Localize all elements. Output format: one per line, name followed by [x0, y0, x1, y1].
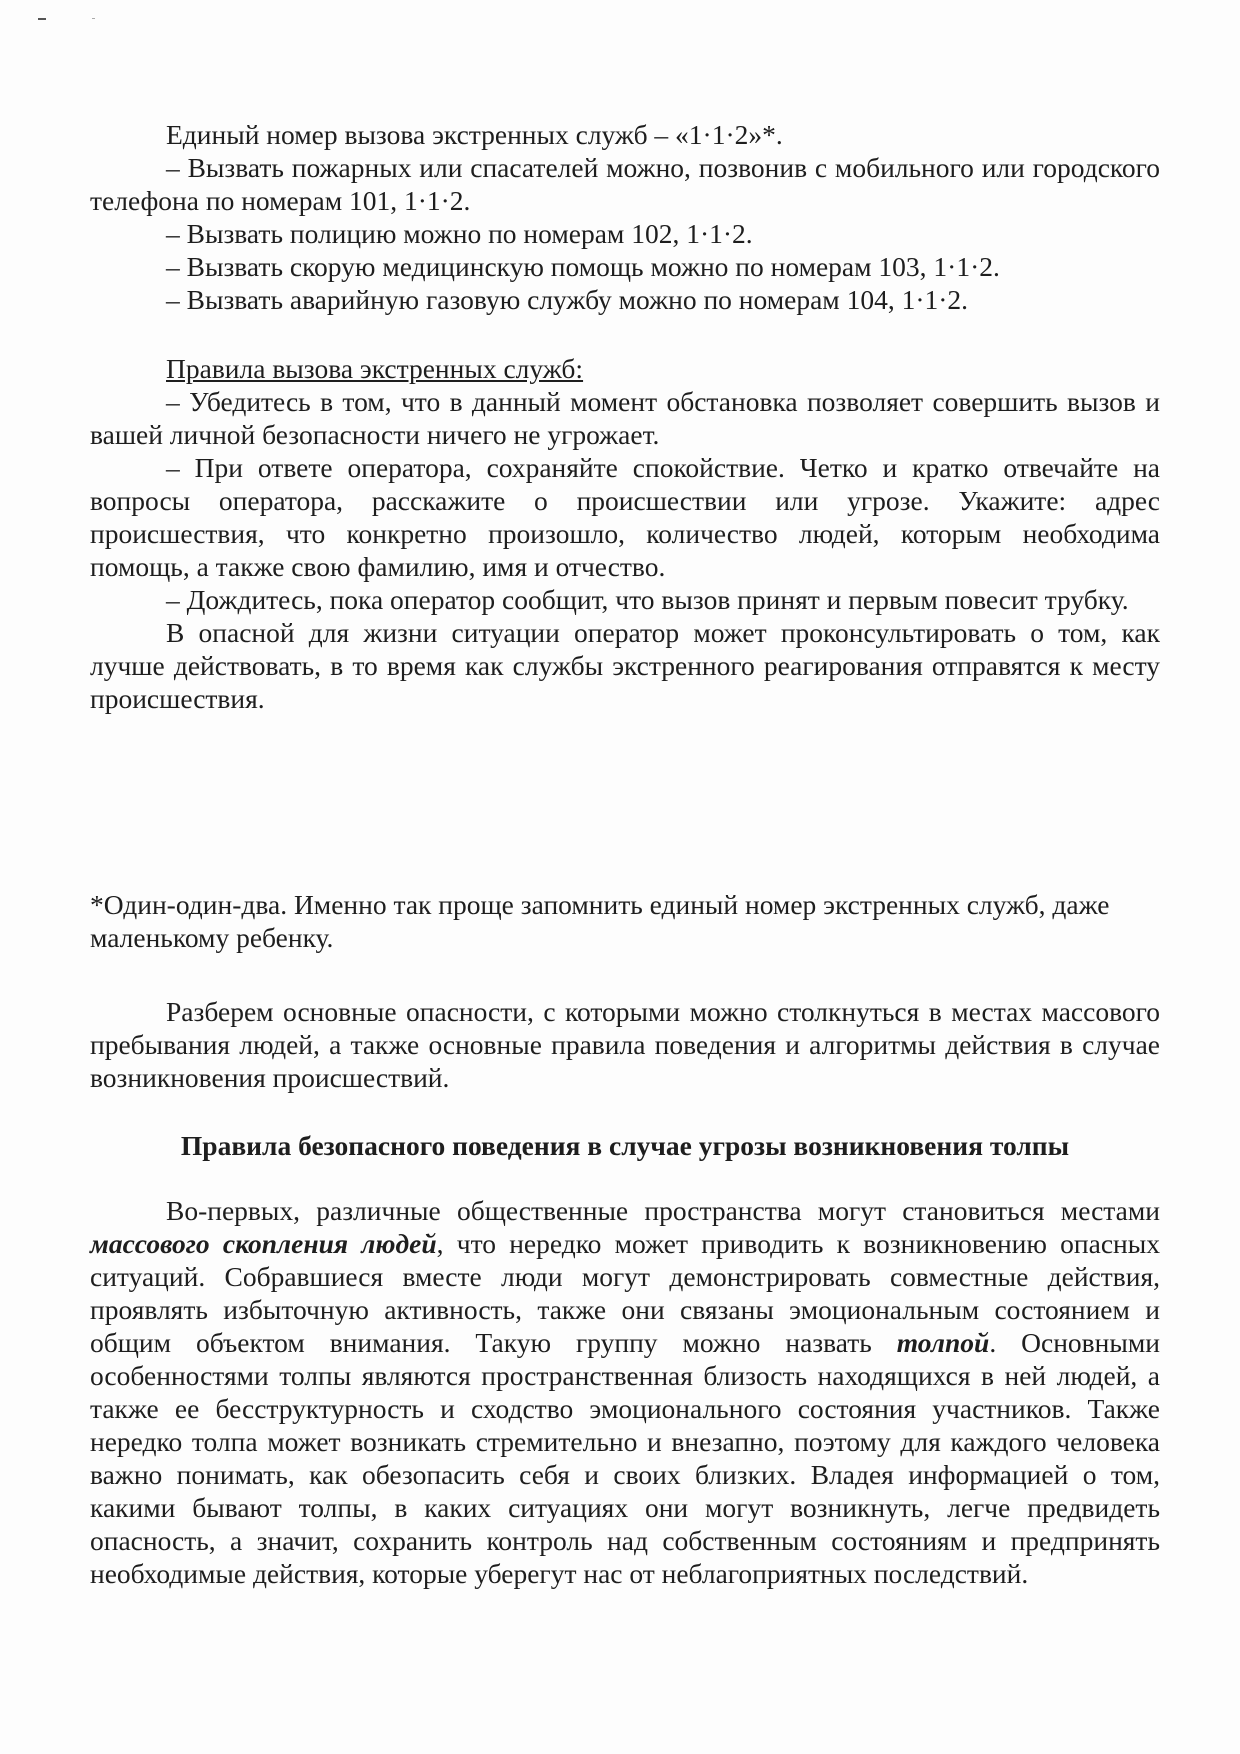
- emergency-numbers-section: [90, 118, 1160, 316]
- rule-note: В опасной для жизни ситуации оператор может проконсультировать о том, как лучше действовать, в то время как службы экстренного реагирования отправятся к месту происшествия.: [90, 617, 1160, 714]
- crowd-section: [90, 1194, 1160, 1590]
- crowd-paragraph: Во-первых, различные общественные пространства могут становиться местами массового скопления людей, что нередко может приводить к возникновению опасных ситуаций. Собравшиеся вместе люди могут демонстрировать совместные действия, проявлять избыточную активность, также они связаны эмоциональным состоянием и общим объектом внимания. Такую группу можно назвать толпой. Основными особенностями толпы являются пространственная близость находящихся в ней людей, а также ее бесструктурность и сходство эмоционального состояния участников. Также нередко толпа может возникать стремительно и внезапно, поэтому для каждого человека важно понимать, как обезопасить себя и своих близких. Владея информацией о том, какими бывают толпы, в каких ситуациях они могут возникнуть, легче предвидеть опасность, а значит, сохранить контроль над собственным состояниям и предпринять необходимые действия, которые уберегут нас от неблагоприятных последствий.: [90, 1195, 1160, 1589]
- section-heading: Правила безопасного поведения в случае угрозы возникновения толпы: [180, 1130, 1070, 1161]
- call-rules-section: [90, 352, 1160, 715]
- scan-artifact: [92, 18, 95, 19]
- fire-rescue-line: – Вызвать пожарных или спасателей можно, позвонив с мобильного или городского телефона по номерам 101, 1·1·2.: [90, 152, 1160, 216]
- intro-paragraph: Разберем основные опасности, с которыми можно столкнуться в местах массового пребывания людей, а также основные правила поведения и алгоритмы действия в случае возникновения происшествий.: [90, 996, 1160, 1093]
- scan-artifact: [38, 18, 46, 20]
- ambulance-line: – Вызвать скорую медицинскую помощь можно по номерам 103, 1·1·2.: [166, 251, 1000, 282]
- footnote: [90, 888, 1160, 954]
- rule-item: – Дождитесь, пока оператор сообщит, что вызов принят и первым повесит трубку.: [166, 584, 1129, 615]
- intro-section: [90, 995, 1160, 1094]
- footnote-text: *Один-один-два. Именно так проще запомнить единый номер экстренных служб, даже маленькому ребенку.: [90, 889, 1110, 953]
- term-crowd: толпой: [896, 1327, 990, 1358]
- rule-item: – Убедитесь в том, что в данный момент обстановка позволяет совершить вызов и вашей личной безопасности ничего не угрожает.: [90, 386, 1160, 450]
- call-rules-heading: Правила вызова экстренных служб:: [166, 353, 584, 384]
- police-line: – Вызвать полицию можно по номерам 102, 1·1·2.: [166, 218, 753, 249]
- emergency-number-line: Единый номер вызова экстренных служб – «1·1·2»*.: [166, 119, 783, 150]
- gas-service-line: – Вызвать аварийную газовую службу можно по номерам 104, 1·1·2.: [166, 284, 969, 315]
- rule-item: – При ответе оператора, сохраняйте спокойствие. Четко и кратко отвечайте на вопросы оператора, расскажите о происшествии или угрозе. Укажите: адрес происшествия, что конкретно произошло, количество людей, которым необходима помощь, а также свою фамилию, имя и отчество.: [90, 452, 1160, 582]
- term-mass-gathering: массового скопления людей: [90, 1228, 437, 1259]
